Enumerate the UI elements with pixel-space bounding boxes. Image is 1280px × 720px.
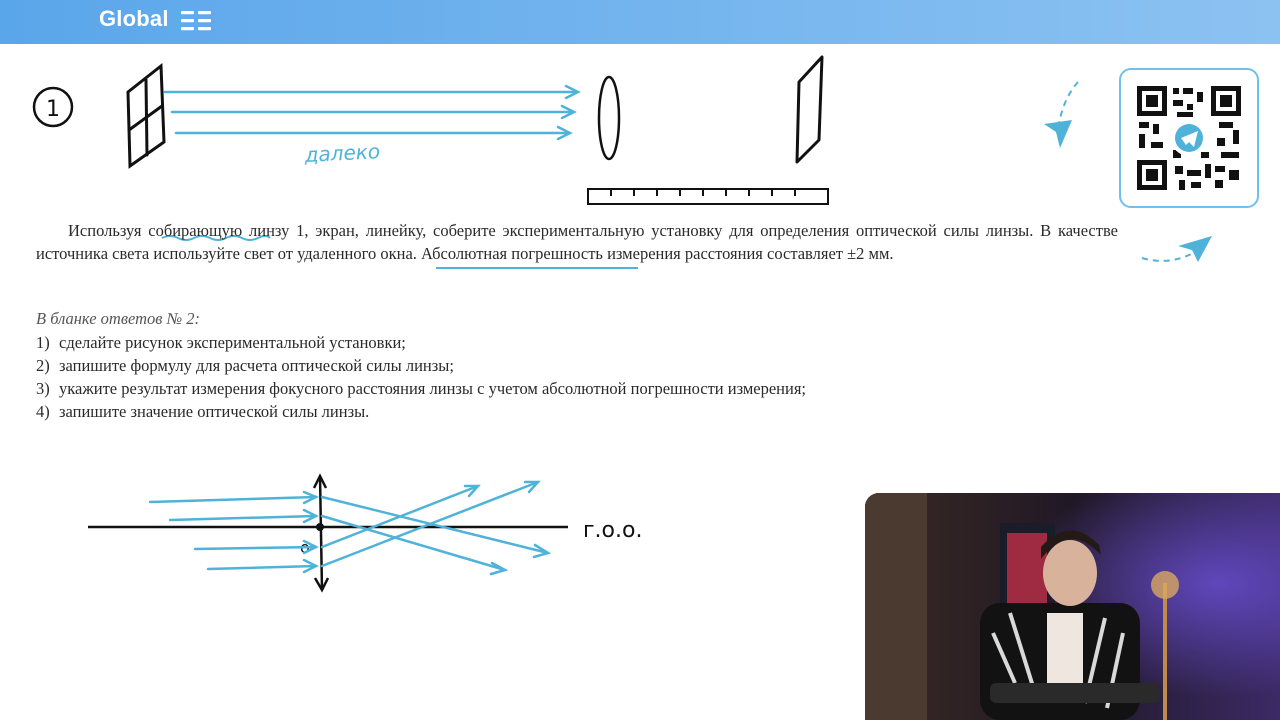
lens-sketch: [599, 77, 619, 159]
paper-plane-icon: [1044, 120, 1072, 148]
ruler-sketch: [588, 189, 828, 204]
paper-plane-icon-2: [1178, 236, 1212, 262]
answer-list: [36, 331, 806, 423]
presenter-webcam: [865, 493, 1280, 720]
ray-diagram-bottom: [88, 476, 642, 590]
axis-label: г.о.о.: [583, 518, 643, 543]
answer-heading: В бланке ответов № 2:: [36, 309, 200, 328]
screen-sketch: [797, 57, 822, 162]
task-paragraph: Используя собирающую линзу 1, экран, линейку, соберите экспериментальную установку для определения оптической силы линзы. В качестве источника света используйте свет от удаленного окна. Абсолютная погрешность измерения расстояния составляет ±2 мм.: [36, 221, 1118, 263]
light-rays-top: [165, 86, 578, 139]
task-number-badge: [34, 88, 72, 126]
list-item: 1) сделайте рисунок экспериментальной установки;: [36, 333, 406, 352]
presenter-video-frame: [865, 493, 1280, 720]
lens-axis: [320, 476, 322, 590]
distance-label: далеко: [304, 139, 381, 167]
list-item: 2) запишите формулу для расчета оптической силы линзы;: [36, 356, 454, 375]
window-sketch: [128, 66, 164, 166]
list-item: 3) укажите результат измерения фокусного расстояния линзы с учетом абсолютной погрешности измерения;: [36, 379, 807, 398]
brand-logo-text: Global: [99, 6, 169, 31]
qr-code-card[interactable]: [1119, 68, 1259, 208]
task-number: 1: [46, 97, 60, 122]
list-item: 4) запишите значение оптической силы линзы.: [36, 402, 370, 421]
qr-code-icon: [1121, 70, 1257, 206]
focus-mark: о: [300, 538, 310, 557]
